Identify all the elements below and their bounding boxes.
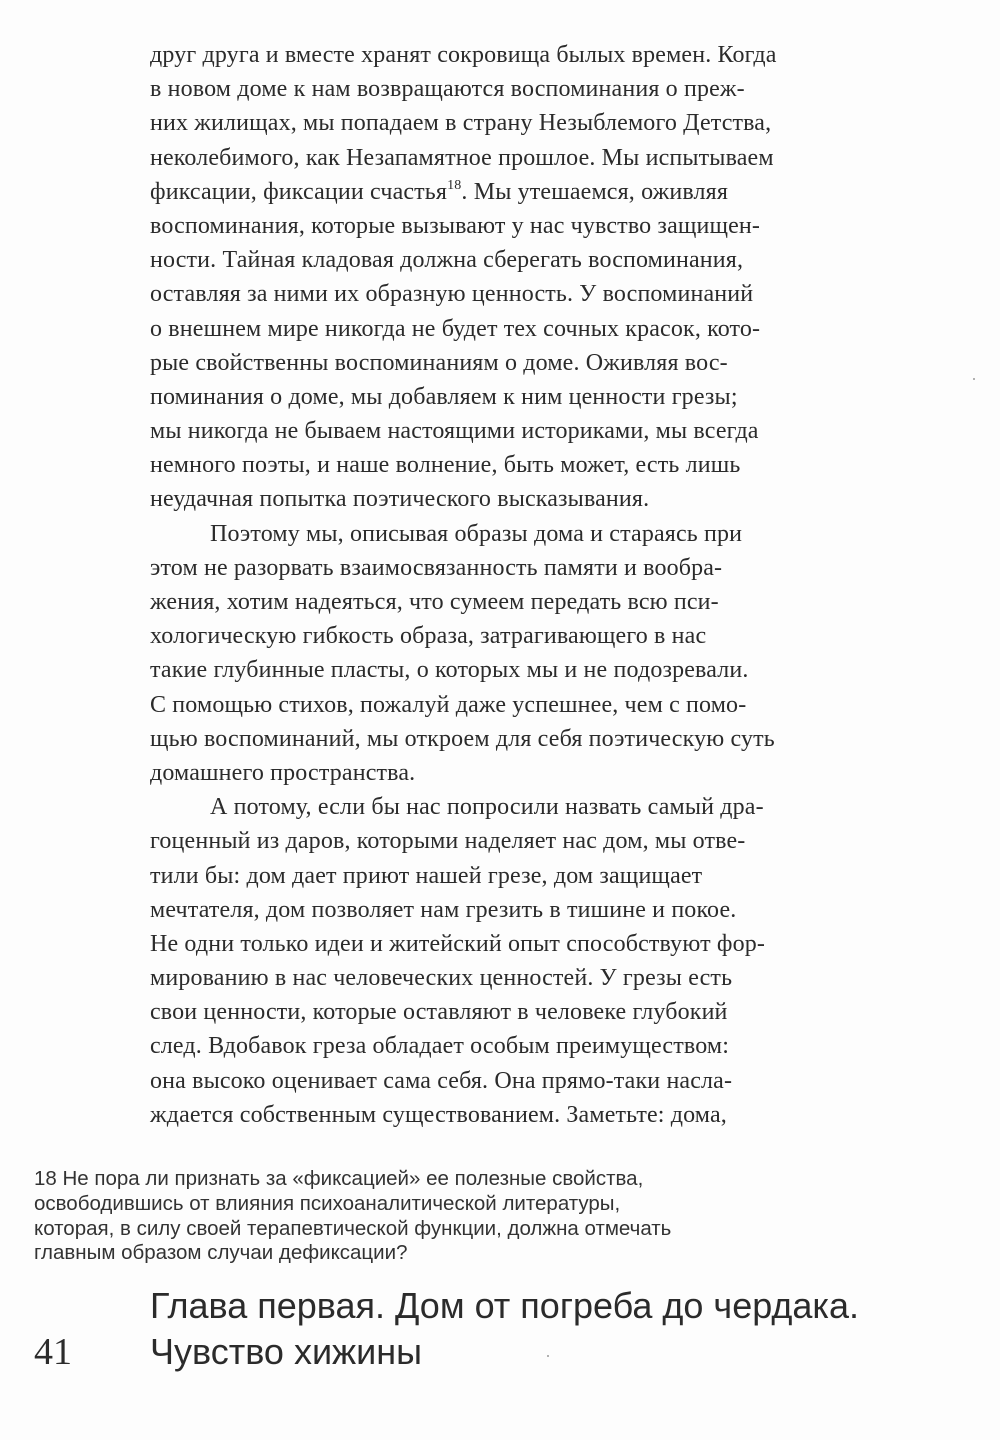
text-line-content: она высоко оценивает сама себя. Она прямо-таки насла- [150,1067,733,1094]
text-line-content: ности. Тайная кладовая должна сберегать воспоминания, [150,247,744,274]
text-line-content: Поэтому мы, описывая образы дома и стараясь при [210,520,743,547]
text-line-content: неудачная попытка поэтического высказывания. [150,486,650,513]
text-line [150,482,890,516]
text-line [150,175,890,209]
text-line-content: след. Вдобавок греза обладает особым преимуществом: [150,1033,730,1060]
text-line [150,517,890,551]
text-line-content: мечтателя, дом позволяет нам грезить в тишине и покое. [150,896,737,923]
text-line [150,1098,890,1132]
text-line [150,790,890,824]
text-line [150,859,890,893]
footnote-line: которая, в силу своей терапевтической функции, должна отмечать [34,1216,672,1240]
text-line-content: А потому, если бы нас попросили назвать самый дра- [210,794,764,821]
text-line-content: мы никогда не бываем настоящими историками, мы всегда [150,418,759,445]
footnote-line: освободившись от влияния психоаналитической литературы, [34,1191,621,1215]
text-line [150,585,890,619]
text-line [150,414,890,448]
footnote [34,1167,974,1266]
text-line-content: свои ценности, которые оставляют в человеке глубокий [150,999,728,1026]
text-line-content: Не одни только идеи и житейский опыт способствуют фор- [150,930,766,957]
text-line [150,72,890,106]
text-line-content: домашнего пространства. [150,759,416,786]
text-line [150,141,890,175]
text-line [150,995,890,1029]
text-line [150,312,890,346]
text-line [150,653,890,687]
footnote-line: 18 Не пора ли признать за «фиксацией» ее полезные свойства, [34,1167,644,1190]
text-line [150,209,890,243]
text-line-content: мированию в нас человеческих ценностей. У грезы есть [150,965,733,992]
footnote-reference[interactable]: 18 [447,177,462,193]
text-line-content: них жилищах, мы попадаем в страну Незыблемого Детства, [150,110,772,137]
scan-speck [547,1355,549,1357]
text-line [150,927,890,961]
text-line [150,1029,890,1063]
footnote-line: главным образом случаи дефиксации? [34,1241,408,1265]
text-line [150,346,890,380]
chapter-title: Глава первая. Дом от погреба до чердака. [150,1285,859,1326]
text-line [150,619,890,653]
text-line-content: поминания о доме, мы добавляем к ним ценности грезы; [150,383,738,410]
text-line-content: немного поэты, и наше волнение, быть может, есть лишь [150,452,741,479]
scan-speck [973,378,975,380]
text-line [150,448,890,482]
text-line [150,824,890,858]
text-line [150,38,890,72]
text-line-content: этом не разорвать взаимосвязанность памяти и вообра- [150,554,723,581]
text-line-content: ждается собственным существованием. Заметьте: дома, [150,1101,727,1128]
text-line-content: рые свойственны воспоминаниям о доме. Оживляя вос- [150,349,728,376]
text-line-continuation: . Мы утешаемся, оживляя [461,178,729,205]
text-line-content: оставляя за ними их образную ценность. У воспоминаний [150,281,754,308]
text-line-content: хологическую гибкость образа, затрагивающего в нас [150,623,707,650]
text-line-content: воспоминания, которые вызывают у нас чувство защищен- [150,212,761,239]
text-line [150,551,890,585]
text-line [150,756,890,790]
text-line-content: неколебимого, как Незапамятное прошлое. Мы испытываем [150,144,774,171]
text-line-content: такие глубинные пласты, о которых мы и не подозревали. [150,657,749,684]
text-line [150,380,890,414]
text-line [150,1064,890,1098]
text-line [150,243,890,277]
main-text [150,38,890,1132]
text-line [150,722,890,756]
text-line [150,106,890,140]
text-line-content: жения, хотим надеяться, что сумеем передать всю пси- [150,589,719,615]
text-line-content: С помощью стихов, пожалуй даже успешнее, чем с помо- [150,691,747,718]
text-line [150,277,890,311]
text-line [150,688,890,722]
text-line-content: фиксации, фиксации счастья [150,178,448,205]
section-title: Чувство хижины [150,1331,423,1372]
text-line-content: тили бы: дом дает приют нашей грезе, дом защищает [150,862,703,889]
text-line-content: в новом доме к нам возвращаются воспоминания о преж- [150,76,745,103]
text-line-content: друг друга и вместе хранят сокровища былых времен. Когда [150,42,777,68]
text-line [150,961,890,995]
text-line-content: гоценный из даров, которыми наделяет нас дом, мы отве- [150,828,746,855]
text-line-content: о внешнем мире никогда не будет тех сочных красок, кото- [150,315,761,342]
running-head [150,1283,980,1375]
text-line-content: щью воспоминаний, мы откроем для себя поэтическую суть [150,725,775,752]
text-line [150,893,890,927]
page-number: 41 [34,1331,72,1373]
